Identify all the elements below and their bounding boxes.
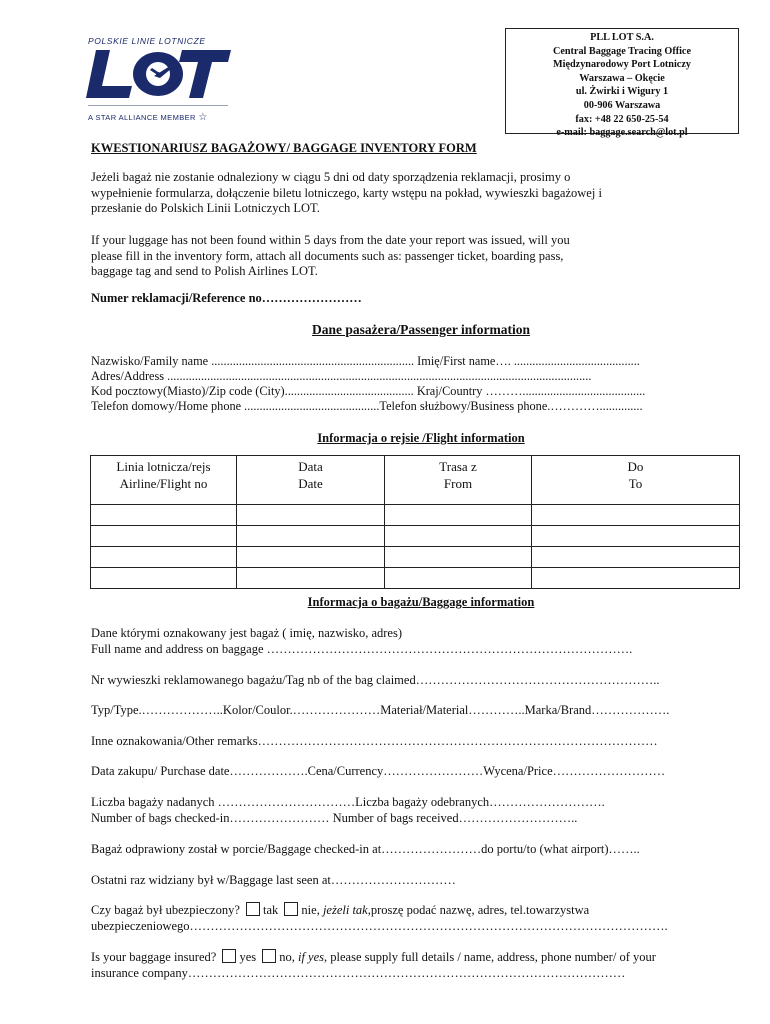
lot-logo-graphic bbox=[86, 46, 231, 102]
flight-table bbox=[90, 455, 740, 589]
table-cell[interactable] bbox=[237, 568, 385, 589]
form-title: KWESTIONARIUSZ BAGAŻOWY/ BAGGAGE INVENTORY FORM bbox=[91, 141, 477, 155]
star-icon: ☆ bbox=[198, 112, 208, 123]
table-row bbox=[91, 526, 740, 547]
passenger-heading: Dane pasażera/Passenger information bbox=[312, 322, 530, 337]
table-cell[interactable] bbox=[237, 505, 385, 526]
column-from bbox=[385, 456, 532, 505]
other-remarks-field[interactable]: Inne oznakowania/Other remarks…………………………………………………………………………………… bbox=[91, 734, 658, 748]
yes-label-pl: tak bbox=[263, 903, 279, 917]
checkbox-tak[interactable] bbox=[246, 902, 260, 916]
address-line: 00-906 Warszawa bbox=[583, 99, 661, 111]
passenger-fields bbox=[91, 354, 751, 414]
intro-pl-line: Jeżeli bagaż nie zostanie odnaleziony w ciągu 5 dni od daty sporządzenia reklamacji, prosimy o bbox=[91, 170, 571, 184]
intro-pl-line: wypełnienie formularza, dołączenie biletu lotniczego, karty wstępu na pokład, wywieszki bagażowej i bbox=[91, 185, 602, 200]
bags-count-fields bbox=[91, 795, 751, 826]
table-row bbox=[91, 568, 740, 589]
address-line: Warszawa – Okęcie bbox=[579, 72, 665, 84]
insurance-question-en: Is your baggage insured? bbox=[91, 950, 217, 964]
flight-heading: Informacja o rejsie /Flight information bbox=[317, 431, 525, 445]
purchase-date-field[interactable]: Data zakupu/ Purchase date……………….Cena/Currency……………………Wycena/Price……………………… bbox=[91, 764, 666, 778]
table-cell[interactable] bbox=[91, 526, 237, 547]
intro-en-line: baggage tag and send to Polish Airlines LOT. bbox=[91, 264, 318, 278]
column-from-pl: Trasa z bbox=[439, 459, 477, 474]
logo-divider bbox=[88, 105, 228, 106]
baggage-heading: Informacja o bagażu/Baggage information bbox=[307, 595, 535, 609]
table-cell[interactable] bbox=[91, 505, 237, 526]
flight-table-header bbox=[91, 456, 740, 505]
owner-field[interactable]: Full name and address on baggage ……………………………………………………………………………. bbox=[91, 641, 633, 656]
family-name-field[interactable]: Nazwisko/Family name .................................................................. Imię/First name…. ......................................... bbox=[91, 354, 640, 368]
checkbox-nie[interactable] bbox=[284, 902, 298, 916]
table-cell[interactable] bbox=[385, 547, 532, 568]
intro-polish bbox=[91, 170, 751, 217]
bags-count-pl[interactable]: Liczba bagaży nadanych ……………………………Liczba bagaży odebranych………………………. bbox=[91, 795, 605, 809]
insurance-question-pl: Czy bagaż był ubezpieczony? bbox=[91, 903, 240, 917]
logo-top-text: POLSKIE LINIE LOTNICZE bbox=[88, 36, 206, 46]
if-yes-pl: jeżeli tak, bbox=[322, 903, 371, 917]
last-seen-field[interactable]: Ostatni raz widziany był w/Baggage last seen at………………………… bbox=[91, 873, 456, 887]
insurance-company-field-en[interactable]: insurance company…………………………………………………………………………………………… bbox=[91, 965, 626, 980]
tag-number-field[interactable]: Nr wywieszki reklamowanego bagażu/Tag nb of the bag claimed………………………………………………….. bbox=[91, 673, 660, 687]
column-to-pl: Do bbox=[627, 459, 644, 474]
column-date bbox=[237, 456, 385, 505]
type-colour-field[interactable]: Typ/Type.………………..Kolor/Coulor.…………………Materiał/Material…………..Marka/Brand………………. bbox=[91, 703, 670, 717]
insurance-instruction-en: , please supply full details / name, address, phone number/ of your bbox=[324, 950, 656, 964]
intro-en-line: If your luggage has not been found within 5 days from the date your report was issued, will you bbox=[91, 233, 570, 247]
insurance-en bbox=[91, 949, 751, 981]
address-line: PLL LOT S.A. bbox=[590, 32, 654, 43]
column-airline-pl: Linia lotnicza/rejs bbox=[116, 459, 211, 474]
owner-fields bbox=[91, 626, 751, 657]
table-cell[interactable] bbox=[91, 547, 237, 568]
address-line: Międzynarodowy Port Lotniczy bbox=[553, 59, 691, 71]
intro-english bbox=[91, 233, 751, 280]
table-cell[interactable] bbox=[532, 526, 740, 547]
insurance-en-line1 bbox=[91, 949, 751, 966]
column-airline bbox=[91, 456, 237, 505]
table-cell[interactable] bbox=[532, 568, 740, 589]
intro-pl-line: przesłanie do Polskich Linii Lotniczych LOT. bbox=[91, 201, 320, 215]
column-to-en: To bbox=[628, 476, 643, 491]
star-alliance-label: A STAR ALLIANCE MEMBER bbox=[88, 113, 196, 122]
table-cell[interactable] bbox=[237, 547, 385, 568]
insurance-company-field-pl[interactable]: ubezpieczeniowego……………………………………………………………………………………………………. bbox=[91, 918, 668, 933]
owner-label-pl: Dane którymi oznakowany jest bagaż ( imię, nazwisko, adres) bbox=[91, 626, 403, 640]
reference-number-field[interactable]: Numer reklamacji/Reference no…………………… bbox=[91, 291, 362, 305]
table-cell[interactable] bbox=[237, 526, 385, 547]
column-airline-en: Airline/Flight no bbox=[119, 476, 208, 491]
column-date-pl: Data bbox=[298, 459, 323, 474]
table-cell[interactable] bbox=[532, 547, 740, 568]
checked-in-at-field[interactable]: Bagaż odprawiony został w porcie/Baggage checked-in at……………………do portu/to (what airport)…….. bbox=[91, 842, 640, 856]
table-row bbox=[91, 505, 740, 526]
insurance-pl bbox=[91, 902, 751, 934]
address-line: fax: +48 22 650-25-54 bbox=[575, 113, 669, 125]
intro-en-line: please fill in the inventory form, attach all documents such as: passenger ticket, boarding pass, bbox=[91, 248, 564, 263]
column-to bbox=[532, 456, 740, 505]
table-cell[interactable] bbox=[385, 526, 532, 547]
column-date-en: Date bbox=[298, 476, 323, 491]
address-box bbox=[505, 28, 739, 139]
no-label-pl: nie, bbox=[301, 903, 320, 917]
address-email: e-mail: baggage.search@lot.pl bbox=[556, 127, 688, 139]
yes-label-en: yes bbox=[239, 950, 257, 964]
table-cell[interactable] bbox=[532, 505, 740, 526]
address-line: ul. Żwirki i Wigury 1 bbox=[575, 86, 669, 98]
address-line: Central Baggage Tracing Office bbox=[553, 45, 691, 57]
phone-field[interactable]: Telefon domowy/Home phone ............................................Telefon służbowy/Business phone.………….............. bbox=[91, 399, 643, 413]
no-label-en: no, bbox=[279, 950, 295, 964]
table-cell[interactable] bbox=[91, 568, 237, 589]
lot-logo bbox=[86, 46, 231, 106]
insurance-instruction-pl: proszę podać nazwę, adres, tel.towarzystwa bbox=[370, 903, 590, 917]
table-cell[interactable] bbox=[385, 568, 532, 589]
table-row bbox=[91, 547, 740, 568]
column-from-en: From bbox=[443, 476, 473, 491]
if-yes-en: if yes bbox=[297, 950, 325, 964]
insurance-pl-line1 bbox=[91, 902, 751, 919]
checkbox-no[interactable] bbox=[262, 949, 276, 963]
table-cell[interactable] bbox=[385, 505, 532, 526]
bags-count-en[interactable]: Number of bags checked-in…………………… Number of bags received……………………….. bbox=[91, 810, 578, 825]
address-field[interactable]: Adres/Address .......................................................................................................................................... bbox=[91, 369, 592, 383]
star-alliance-text bbox=[88, 112, 208, 123]
checkbox-yes[interactable] bbox=[222, 949, 236, 963]
zip-code-field[interactable]: Kod pocztowy(Miasto)/Zip code (City).......................................... Kraj/Country ………........................................ bbox=[91, 384, 646, 398]
